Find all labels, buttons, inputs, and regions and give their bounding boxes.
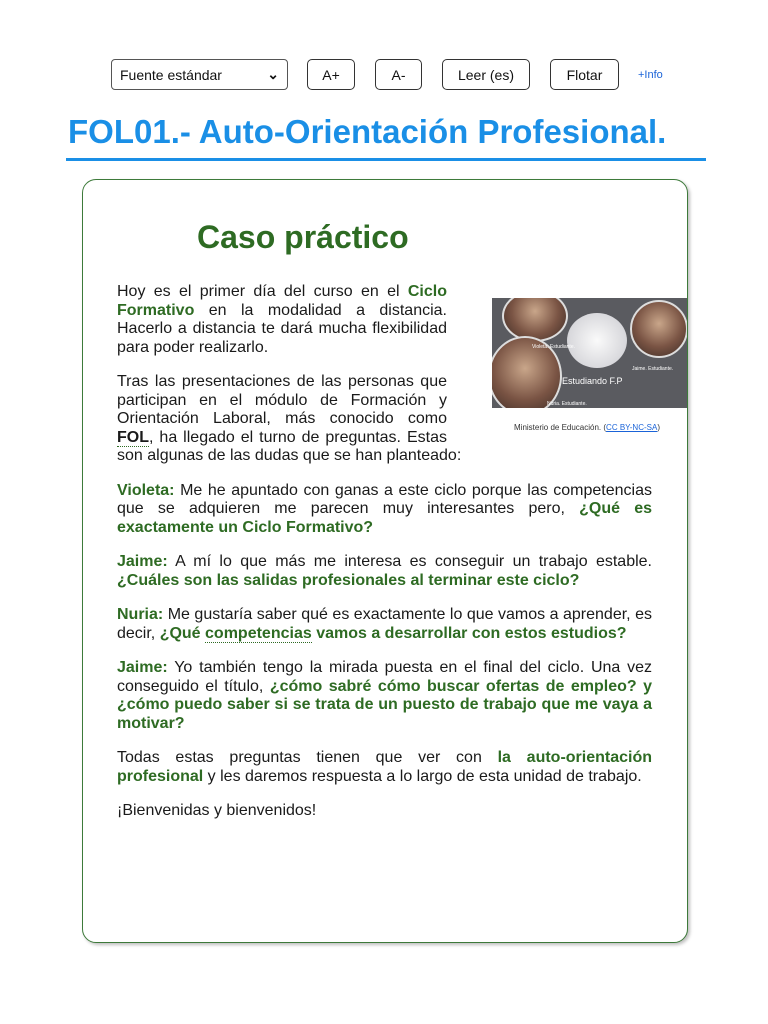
photo-label: Estudiando F.P bbox=[562, 376, 623, 386]
auto-orientacion-term: la auto-orientación profesional bbox=[117, 749, 653, 785]
speaker-jaime: Jaime: bbox=[117, 553, 168, 570]
font-select[interactable] bbox=[111, 59, 288, 90]
font-select-value: Fuente estándar bbox=[120, 66, 222, 83]
violeta-portrait bbox=[502, 298, 568, 342]
paragraph-welcome: ¡Bienvenidas y bienvenidos! bbox=[117, 802, 317, 819]
float-button[interactable]: Flotar bbox=[550, 59, 619, 90]
text: y les daremos respuesta a lo largo de esta unidad de trabajo. bbox=[203, 767, 642, 785]
violeta-tag: Violeta. Estudiante. bbox=[532, 344, 575, 350]
question: ¿cómo sabré cómo buscar ofertas de empleo? y ¿cómo puedo saber si se trata de un puesto de trabajo que me vaya a motivar? bbox=[117, 677, 653, 732]
case-study-title: Caso práctico bbox=[197, 219, 409, 255]
jaime-tag: Jaime. Estudiante. bbox=[632, 366, 674, 372]
question: ¿Qué bbox=[159, 624, 206, 642]
more-info-link[interactable]: +Info bbox=[638, 68, 663, 81]
jaime-portrait bbox=[630, 300, 687, 358]
network-graphic bbox=[567, 313, 627, 368]
text: Todas estas preguntas tienen que ver con bbox=[117, 749, 498, 766]
text: A mí lo que más me interesa es conseguir un trabajo estable. bbox=[167, 553, 652, 570]
decrease-font-button[interactable]: A- bbox=[375, 59, 422, 90]
text: , ha llegado el turno de preguntas. Estas son algunas de las dudas que se han planteado: bbox=[117, 428, 462, 464]
text: en la modalidad a distancia. Hacerlo a distancia te dará mucha flexibilidad para poder realizarlo. bbox=[117, 301, 447, 356]
paragraph-jaime-2 bbox=[117, 659, 652, 733]
case-study-content bbox=[117, 283, 674, 837]
paragraph-nuria bbox=[117, 606, 652, 643]
paragraph-summary bbox=[117, 749, 652, 786]
text: Me gustaría saber qué es exactamente lo que vamos a aprender, es decir, bbox=[117, 606, 652, 642]
speaker-violeta: Violeta: bbox=[117, 481, 175, 499]
text: Me he apuntado con ganas a este ciclo porque las competencias que se adquieren me parecen muy interesantes pero, bbox=[117, 481, 652, 517]
nuria-tag: Nuria. Estudiante. bbox=[547, 401, 587, 407]
question: ¿Qué es exactamente un Ciclo Formativo? bbox=[117, 500, 652, 536]
question: ¿Cuáles son las salidas profesionales al terminar este ciclo? bbox=[117, 571, 580, 589]
page-title: FOL01.- Auto-Orientación Profesional. bbox=[68, 113, 667, 150]
title-divider bbox=[66, 158, 706, 161]
text: Hoy es el primer día del curso en el bbox=[117, 283, 408, 300]
paragraph-violeta bbox=[117, 482, 652, 538]
figure-caption-end: ) bbox=[657, 423, 660, 432]
read-aloud-button[interactable]: Leer (es) bbox=[442, 59, 530, 90]
chevron-down-icon: ⌄ bbox=[267, 66, 279, 82]
text: Tras las presentaciones de las personas que participan en el módulo de Formación y Orientación Laboral, más conocido como bbox=[117, 373, 447, 427]
students-photo bbox=[492, 298, 687, 408]
figure-caption bbox=[487, 419, 687, 438]
license-link[interactable]: CC BY-NC-SA bbox=[606, 423, 658, 432]
speaker-nuria: Nuria: bbox=[117, 606, 164, 623]
fol-glossary-link[interactable]: FOL bbox=[117, 428, 149, 446]
speaker-jaime: Jaime: bbox=[117, 659, 168, 676]
increase-font-button[interactable]: A+ bbox=[307, 59, 355, 90]
figure-caption-text: Ministerio de Educación. ( bbox=[514, 423, 607, 432]
accessibility-toolbar bbox=[111, 59, 663, 90]
paragraph-jaime-1 bbox=[117, 553, 652, 590]
text: Yo también tengo la mirada puesta en el final del ciclo. Una vez conseguido el título, bbox=[117, 659, 652, 695]
question: vamos a desarrollar con estos estudios? bbox=[311, 624, 627, 642]
competencias-glossary-link[interactable]: competencias bbox=[205, 624, 312, 642]
ciclo-formativo-term: Ciclo Formativo bbox=[117, 283, 447, 319]
case-figure bbox=[457, 298, 687, 438]
